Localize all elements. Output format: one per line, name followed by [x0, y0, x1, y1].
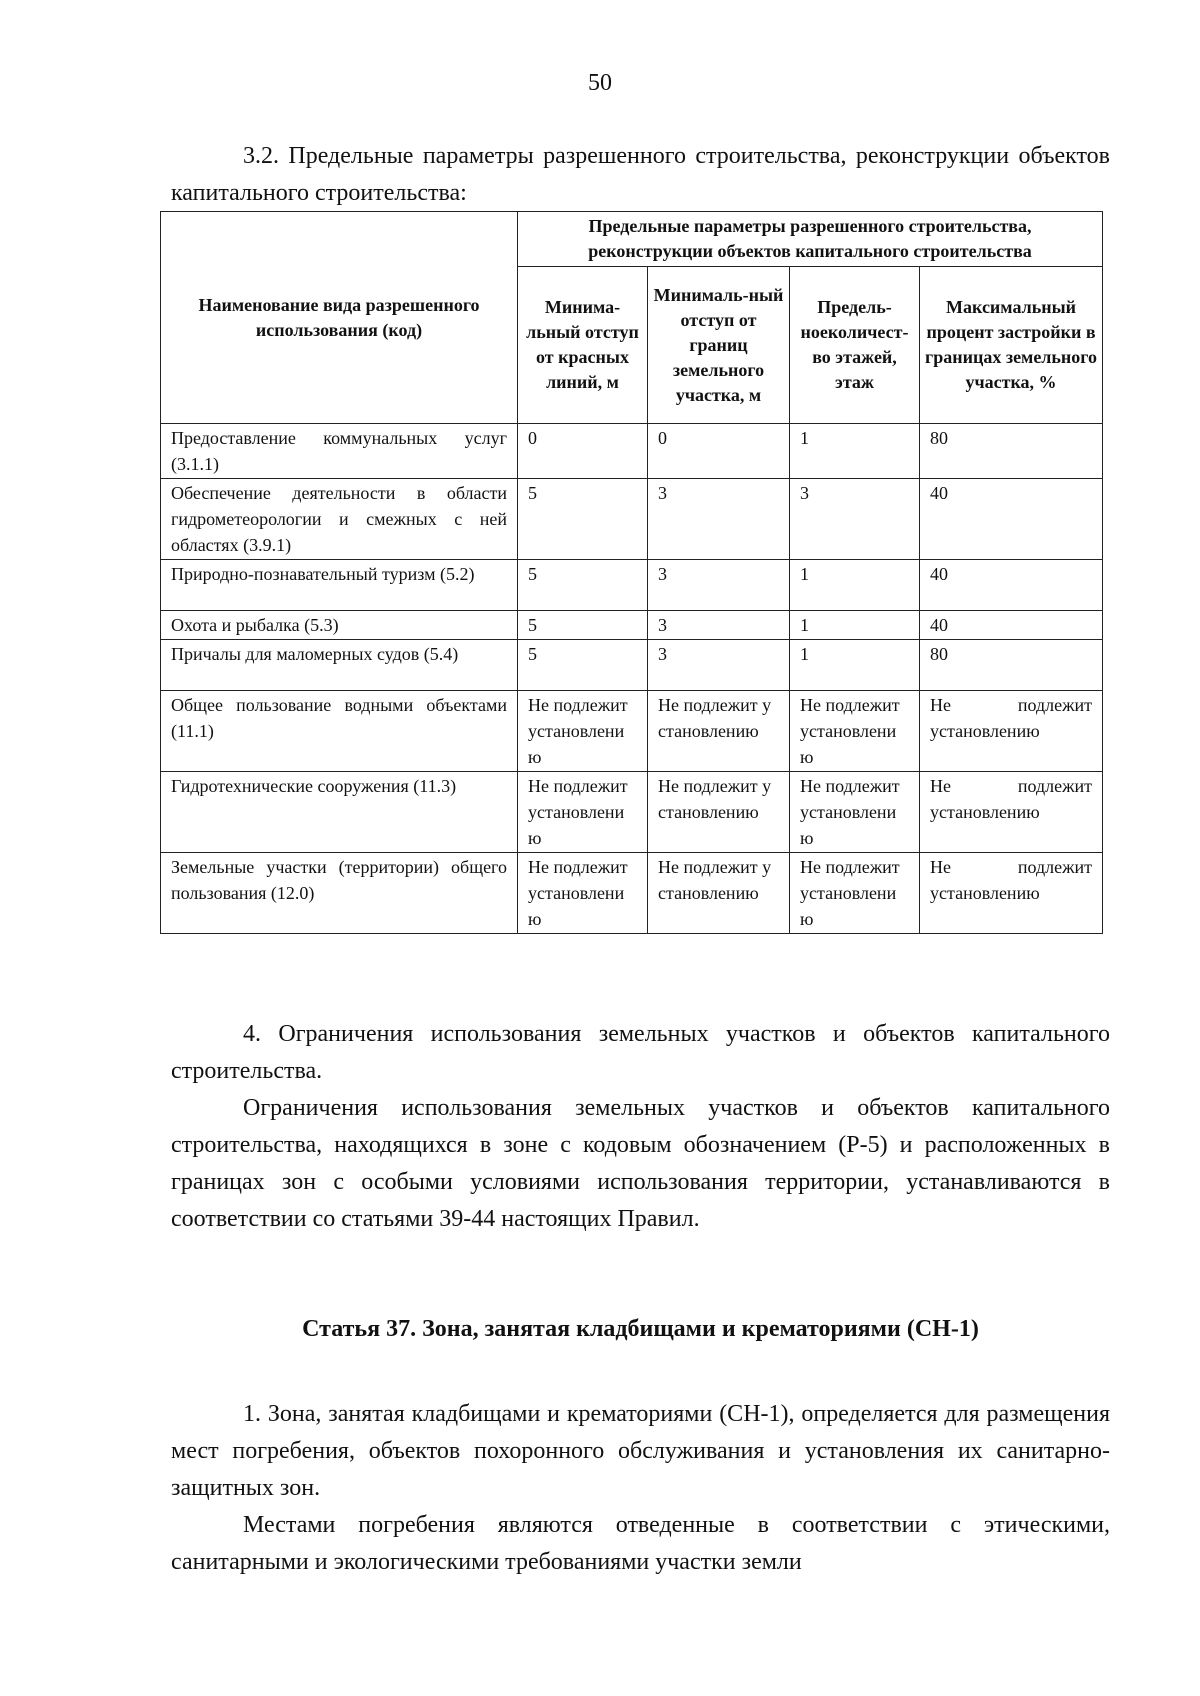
row-name: Охота и рыбалка (5.3) — [161, 611, 518, 640]
intro-paragraph: 3.2. Предельные параметры разрешенного строительства, реконструкции объектов капитального строительства: — [171, 143, 1110, 206]
cell-value: 0 — [518, 424, 648, 479]
cell-value: Не подлежит установлению — [648, 691, 790, 772]
cell-value: 1 — [790, 611, 920, 640]
header-max-building-percent: Максимальный процент застройки в границах земельного участка, % — [920, 267, 1103, 424]
table-row — [161, 479, 1103, 560]
cell-value: Не подлежит установлению — [790, 772, 920, 853]
cell-value: 40 — [920, 611, 1103, 640]
cell-value: 0 — [648, 424, 790, 479]
row-name: Обеспечение деятельности в области гидрометеорологии и смежных с ней областях (3.9.1) — [161, 479, 518, 560]
cell-value: Не подлежит установлению — [790, 691, 920, 772]
row-name: Гидротехнические сооружения (11.3) — [161, 772, 518, 853]
cell-value: 1 — [790, 560, 920, 611]
cell-value: Не подлежит установлению — [648, 772, 790, 853]
page-number: 50 — [588, 70, 612, 96]
cell-value: Не подлежит установлению — [920, 853, 1103, 934]
cell-value: 3 — [648, 560, 790, 611]
cell-value: Не подлежит установлению — [518, 772, 648, 853]
table-header-row — [161, 212, 1103, 267]
parameters-table — [160, 211, 1103, 934]
cell-value: 3 — [648, 611, 790, 640]
table-row — [161, 691, 1103, 772]
cell-value: 5 — [518, 560, 648, 611]
cell-value: 3 — [790, 479, 920, 560]
cell-value: 5 — [518, 479, 648, 560]
cell-value: Не подлежит установлению — [648, 853, 790, 934]
row-name: Земельные участки (территории) общего пользования (12.0) — [161, 853, 518, 934]
cell-value: 3 — [648, 640, 790, 691]
cell-value: Не подлежит установлению — [518, 691, 648, 772]
row-name: Общее пользование водными объектами (11.1) — [161, 691, 518, 772]
cell-value: 40 — [920, 479, 1103, 560]
row-name: Причалы для маломерных судов (5.4) — [161, 640, 518, 691]
cell-value: 5 — [518, 640, 648, 691]
section-4-body: Ограничения использования земельных участков и объектов капитального строительства, находящихся в зоне с кодовым обозначением (Р-5) и расположенных в границах зон с особыми условиями использования территории, устанавливаются в соответствии со статьями 39-44 настоящих Правил. — [171, 1095, 1110, 1232]
table-row — [161, 772, 1103, 853]
cell-value: 80 — [920, 424, 1103, 479]
group-column-header: Предельные параметры разрешенного строительства, реконструкции объектов капитального строительства — [518, 212, 1103, 267]
table-row — [161, 853, 1103, 934]
cell-value: 3 — [648, 479, 790, 560]
article-heading: Статья 37. Зона, занятая кладбищами и крематориями (СН-1) — [302, 1316, 979, 1342]
cell-value: Не подлежит установлению — [790, 853, 920, 934]
cell-value: Не подлежит установлению — [920, 772, 1103, 853]
table-row — [161, 611, 1103, 640]
row-name: Природно-познавательный туризм (5.2) — [161, 560, 518, 611]
cell-value: 40 — [920, 560, 1103, 611]
table-row — [161, 560, 1103, 611]
section-4-title: 4. Ограничения использования земельных участков и объектов капитального строительства. — [171, 1021, 1110, 1084]
name-column-header: Наименование вида разрешенного использования (код) — [161, 212, 518, 424]
cell-value: 5 — [518, 611, 648, 640]
cell-value: 1 — [790, 424, 920, 479]
header-min-setback-plot-borders: Минималь-ный отступ от границ земельного участка, м — [648, 267, 790, 424]
cell-value: Не подлежит установлению — [518, 853, 648, 934]
header-min-setback-red-lines: Минима-льный отступ от красных линий, м — [518, 267, 648, 424]
cell-value: 80 — [920, 640, 1103, 691]
article-paragraph-1: 1. Зона, занятая кладбищами и крематориями (СН-1), определяется для размещения мест погребения, объектов похоронного обслуживания и установления их санитарно-защитных зон. — [171, 1401, 1110, 1501]
row-name: Предоставление коммунальных услуг (3.1.1) — [161, 424, 518, 479]
table-row — [161, 640, 1103, 691]
table-row — [161, 424, 1103, 479]
article-paragraph-2: Местами погребения являются отведенные в соответствии с этическими, санитарными и экологическими требованиями участки земли — [171, 1512, 1110, 1575]
cell-value: 1 — [790, 640, 920, 691]
header-max-floors: Предель-ноеколичест-во этажей, этаж — [790, 267, 920, 424]
cell-value: Не подлежит установлению — [920, 691, 1103, 772]
